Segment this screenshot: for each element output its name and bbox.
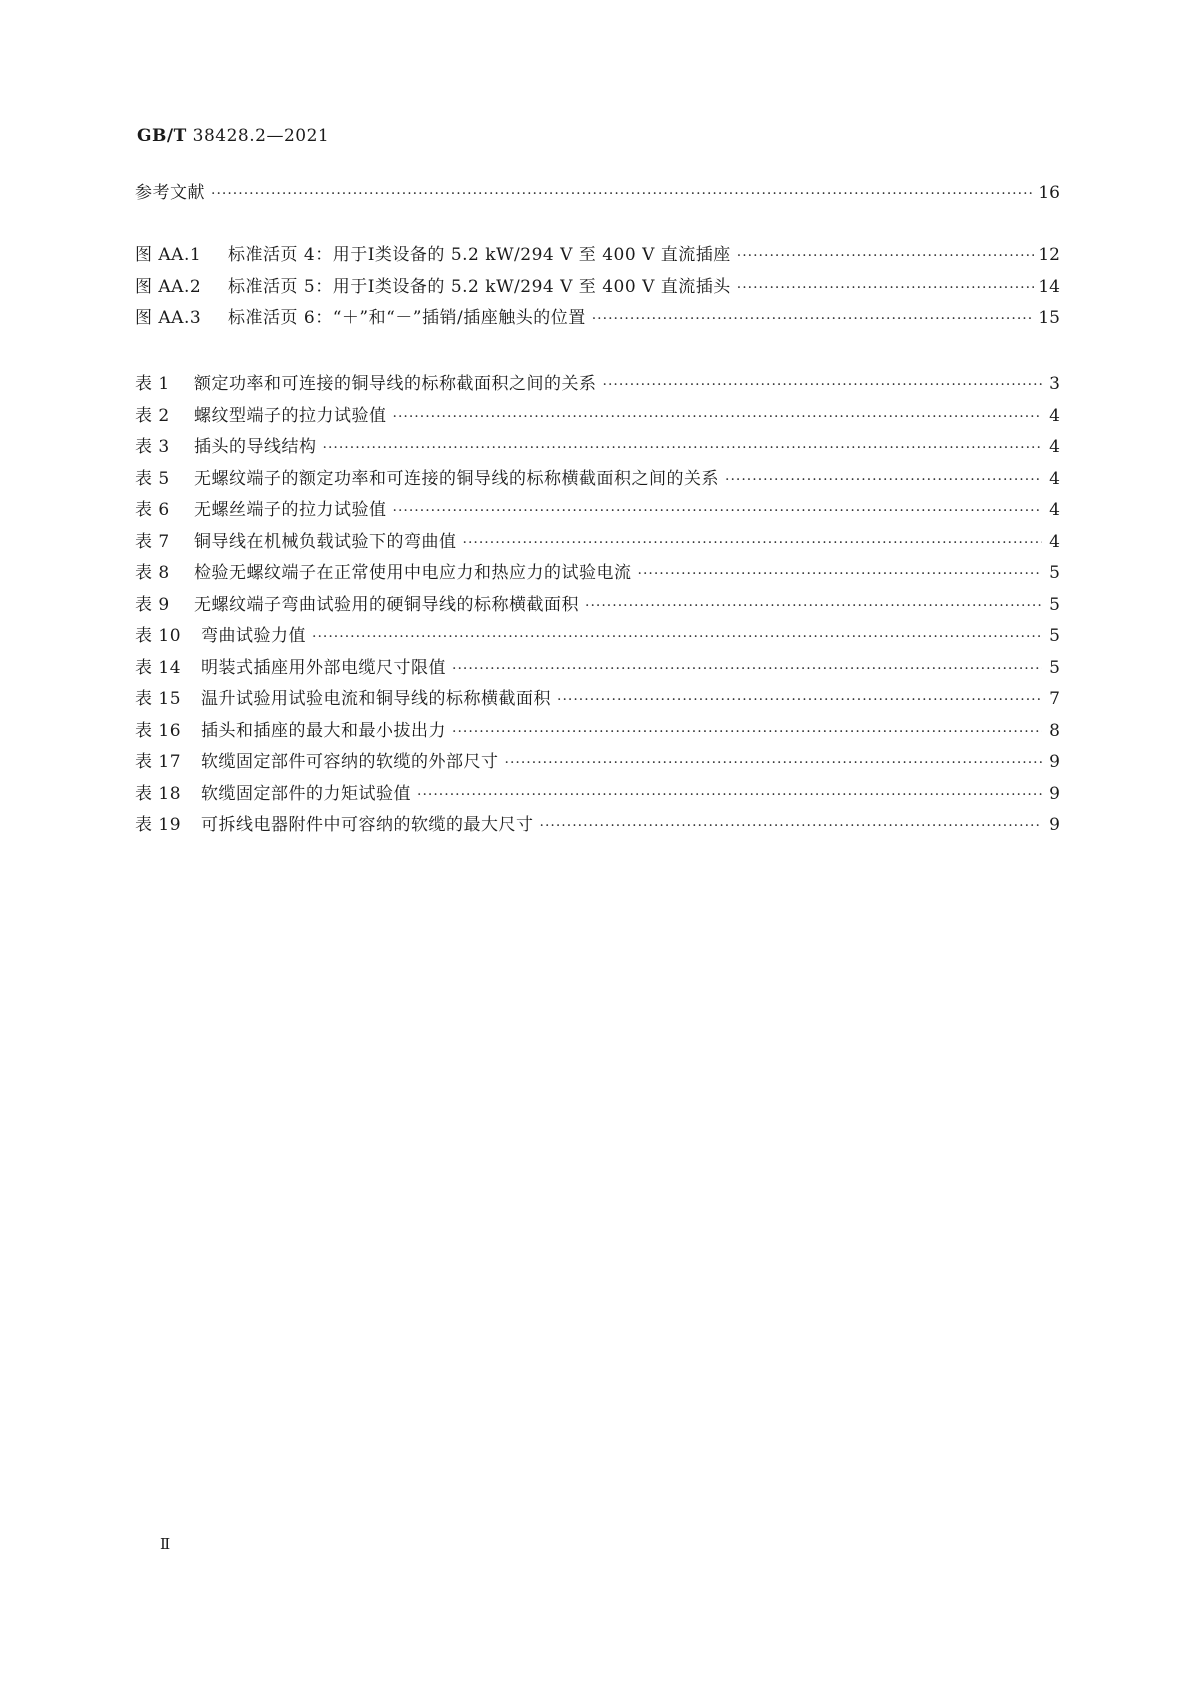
toc-entry-table[interactable] [135,590,1060,622]
toc-entry-page: 14 [1038,276,1060,297]
toc-entry-table[interactable] [135,653,1060,685]
toc-entry-table[interactable] [135,369,1060,401]
toc-entry-label: 表 9 [135,594,170,615]
toc-entry-title: 插头和插座的最大和最小拔出力 [201,720,446,741]
toc-entry-label: 表 19 [135,815,182,835]
leader-dots [452,724,1042,740]
toc-entry-page: 5 [1049,594,1060,615]
toc-entry-label: 表 6 [135,500,170,520]
page-number: Ⅱ [160,1535,171,1553]
toc-entry-page: 5 [1049,563,1060,583]
leader-dots [725,472,1042,488]
toc-entry-label: 表 16 [135,720,182,741]
toc-entry-label: 表 14 [135,657,182,678]
toc-entry-title: 弯曲试验力值 [201,626,306,646]
toc-entry-label: 表 18 [135,783,182,804]
toc-entry-page: 7 [1049,689,1060,709]
toc-entry-table[interactable] [135,495,1060,527]
toc-entry-title: 软缆固定部件的力矩试验值 [201,783,411,804]
leader-dots [585,598,1042,614]
leader-dots [540,818,1043,834]
toc-entry-page: 5 [1049,626,1060,646]
leader-dots [505,755,1043,771]
toc-entry-title: 标准活页 4：用于Ⅰ类设备的 5.2 kW/294 V 至 400 V 直流插座 [228,245,731,265]
toc-entry-title: 检验无螺纹端子在正常使用中电应力和热应力的试验电流 [194,563,632,583]
toc-entry-page: 9 [1049,783,1060,804]
toc-entry-page: 12 [1038,245,1060,265]
toc-entry-page: 4 [1049,500,1060,520]
toc-entry-title: 标准活页 5：用于Ⅰ类设备的 5.2 kW/294 V 至 400 V 直流插头 [228,276,731,297]
toc-entry-title: 螺纹型端子的拉力试验值 [194,405,387,426]
leader-dots [417,787,1042,803]
leader-dots [312,629,1042,645]
leader-dots [557,692,1042,708]
toc-entry-title: 明装式插座用外部电缆尺寸限值 [201,657,446,678]
leader-dots [603,377,1043,393]
toc-entry-label: 表 8 [135,563,170,583]
toc-entry-table[interactable] [135,558,1060,590]
standard-code-prefix: GB/T [137,126,187,146]
leader-dots [393,409,1043,425]
toc-entry-title: 插头的导线结构 [194,437,317,457]
toc-entry-label: 表 5 [135,468,170,489]
toc-tables-list [135,369,1060,842]
toc-entry-table[interactable] [135,684,1060,716]
leader-dots [463,535,1043,551]
toc-entry-references[interactable] [135,178,1060,210]
standard-code-number: 38428.2—2021 [192,126,330,146]
toc-entry-table[interactable] [135,432,1060,464]
toc-entry-title: 软缆固定部件可容纳的软缆的外部尺寸 [201,752,499,772]
toc-entry-table[interactable] [135,464,1060,496]
toc-entry-label: 图 AA.2 [135,276,202,297]
toc-entry-figure[interactable] [135,272,1060,304]
toc-figures-list [135,240,1060,335]
toc-entry-label: 图 AA.1 [135,245,202,265]
toc-entry-title: 可拆线电器附件中可容纳的软缆的最大尺寸 [201,815,534,835]
toc-entry-title: 参考文献 [135,183,205,203]
toc-entry-label: 表 1 [135,374,170,394]
toc-entry-table[interactable] [135,810,1060,842]
toc-entry-label: 表 10 [135,626,182,646]
toc-references [135,178,1060,210]
toc-entry-figure[interactable] [135,240,1060,272]
toc-entry-page: 4 [1049,531,1060,552]
toc-entry-page: 9 [1049,815,1060,835]
toc-entry-title: 无螺纹端子的额定功率和可连接的铜导线的标称横截面积之间的关系 [194,468,719,489]
toc-entry-page: 4 [1049,405,1060,426]
toc-entry-label: 表 17 [135,752,182,772]
toc-entry-table[interactable] [135,401,1060,433]
toc-entry-title: 温升试验用试验电流和铜导线的标称横截面积 [201,689,551,709]
leader-dots [211,186,1034,202]
toc-entry-table[interactable] [135,779,1060,811]
toc-entry-table[interactable] [135,716,1060,748]
toc-entry-title: 无螺纹端子弯曲试验用的硬铜导线的标称横截面积 [194,594,579,615]
leader-dots [737,280,1035,296]
toc-entry-figure[interactable] [135,303,1060,335]
standard-code [137,126,329,146]
leader-dots [452,661,1042,677]
toc-entry-label: 表 15 [135,689,182,709]
toc-entry-table[interactable] [135,527,1060,559]
toc-entry-page: 5 [1049,657,1060,678]
leader-dots [638,566,1043,582]
toc-entry-page: 4 [1049,437,1060,457]
leader-dots [393,503,1043,519]
toc-entry-label: 图 AA.3 [135,308,202,328]
toc-entry-title: 标准活页 6：“＋”和“－”插销/插座触头的位置 [228,308,586,328]
leader-dots [737,248,1035,264]
toc-entry-page: 8 [1049,720,1060,741]
toc-entry-table[interactable] [135,747,1060,779]
toc-entry-page: 16 [1038,183,1060,203]
toc-entry-title: 额定功率和可连接的铜导线的标称截面积之间的关系 [194,374,597,394]
toc-entry-title: 无螺丝端子的拉力试验值 [194,500,387,520]
toc-entry-title: 铜导线在机械负载试验下的弯曲值 [194,531,457,552]
toc-entry-table[interactable] [135,621,1060,653]
toc-entry-label: 表 3 [135,437,170,457]
toc-entry-label: 表 2 [135,405,170,426]
toc-entry-page: 15 [1038,308,1060,328]
toc-entry-page: 4 [1049,468,1060,489]
toc-entry-page: 3 [1049,374,1060,394]
toc-entry-page: 9 [1049,752,1060,772]
toc-entry-label: 表 7 [135,531,170,552]
leader-dots [323,440,1043,456]
leader-dots [592,311,1035,327]
